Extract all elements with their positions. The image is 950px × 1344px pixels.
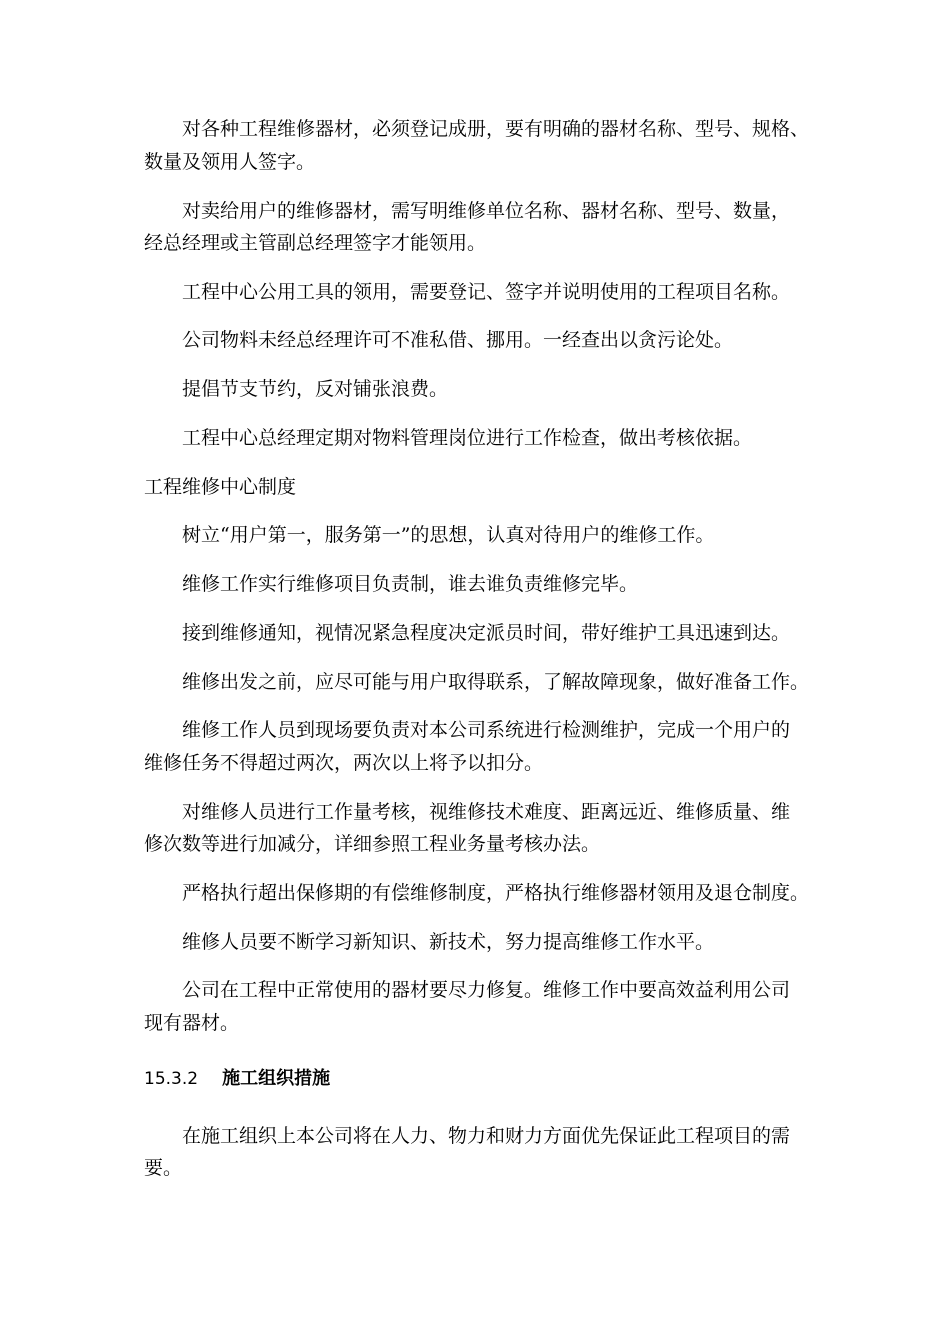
paragraph-line: 公司物料未经总经理许可不准私借、挪用。一经查出以贪污论处。 (182, 329, 734, 351)
rule-line: 修次数等进行加减分，详细参照工程业务量考核办法。 (144, 833, 601, 855)
paragraph-line: 数量及领用人签字。 (144, 151, 316, 173)
rule-line: 维修人员要不断学习新知识、新技术，努力提高维修工作水平。 (182, 931, 715, 953)
rule-line: 维修出发之前，应尽可能与用户取得联系，了解故障现象，做好准备工作。 (182, 671, 810, 693)
rule-line: 维修工作人员到现场要负责对本公司系统进行检测维护，完成一个用户的 (182, 719, 791, 741)
paragraph-line: 对各种工程维修器材，必须登记成册，要有明确的器材名称、型号、规格、 (182, 118, 810, 140)
section-title: 施工组织措施 (222, 1068, 331, 1089)
paragraph-line: 在施工组织上本公司将在人力、物力和财力方面优先保证此工程项目的需 (182, 1125, 791, 1147)
rule-line: 树立“用户第一，服务第一”的思想，认真对待用户的维修工作。 (182, 524, 715, 546)
rule-line: 严格执行超出保修期的有偿维修制度，严格执行维修器材领用及退仓制度。 (182, 882, 810, 904)
subheading: 工程维修中心制度 (144, 476, 297, 498)
paragraph-line: 工程中心公用工具的领用，需要登记、签字并说明使用的工程项目名称。 (182, 281, 791, 303)
rule-line: 对维修人员进行工作量考核，视维修技术难度、距离远近、维修质量、维 (182, 801, 791, 823)
paragraph-line: 要。 (144, 1157, 183, 1179)
section-heading (144, 1068, 824, 1089)
paragraph-line: 提倡节支节约，反对铺张浪费。 (182, 378, 449, 400)
rule-line: 公司在工程中正常使用的器材要尽力修复。维修工作中要高效益利用公司 (182, 979, 791, 1001)
rule-line: 维修工作实行维修项目负责制，谁去谁负责维修完毕。 (182, 573, 639, 595)
paragraph-line: 对卖给用户的维修器材，需写明维修单位名称、器材名称、型号、数量， (182, 200, 791, 222)
rule-line: 维修任务不得超过两次，两次以上将予以扣分。 (144, 752, 544, 774)
paragraph-line: 工程中心总经理定期对物料管理岗位进行工作检查，做出考核依据。 (182, 427, 753, 449)
section-number: 15.3.2 (144, 1069, 199, 1089)
paragraph-line: 经总经理或主管副总经理签字才能领用。 (144, 232, 487, 254)
rule-line: 接到维修通知，视情况紧急程度决定派员时间，带好维护工具迅速到达。 (182, 622, 791, 644)
rule-line: 现有器材。 (144, 1012, 240, 1034)
